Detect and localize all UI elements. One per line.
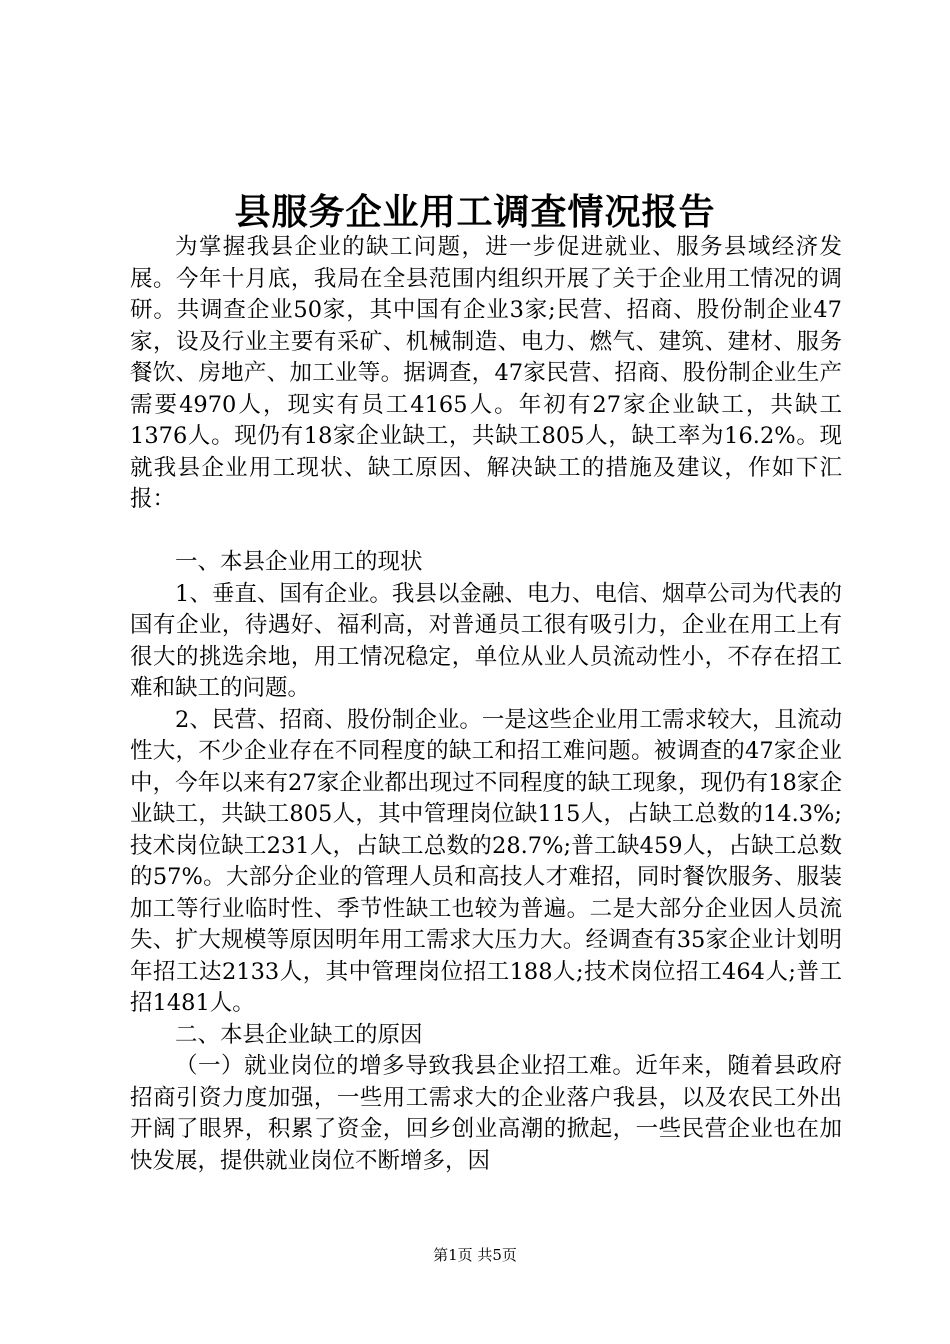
paragraph-reason-1: （一）就业岗位的增多导致我县企业招工难。近年来，随着县政府招商引资力度加强，一些用工需求大的企业落户我县，以及农民工外出开阔了眼界，积累了资金，回乡创业高潮的掀起，一些民营企业也在加快发展，提供就业岗位不断增多，因 xyxy=(130,1053,842,1174)
section-heading-1: 一、本县企业用工的现状 xyxy=(175,549,423,575)
document-body xyxy=(130,232,842,1177)
paragraph-gap xyxy=(130,516,842,548)
paragraph-private: 2、民营、招商、股份制企业。一是这些企业用工需求较大，且流动性大，不少企业存在不同程度的缺工和招工难问题。被调查的47家企业中，今年以来有27家企业都出现过不同程度的缺工现象，现仍有18家企业缺工，共缺工805人，其中管理岗位缺115人，占缺工总数的14.3%;技术岗位缺工231人，占缺工总数的28.7%;普工缺459人，占缺工总数的57%。大部分企业的管理人员和高技人才难招，同时餐饮服务、服装加工等行业临时性、季节性缺工也较为普遍。二是大部分企业因人员流失、扩大规模等原因明年用工需求大压力大。经调查有35家企业计划明年招工达2133人，其中管理岗位招工188人;技术岗位招工464人;普工招1481人。 xyxy=(130,706,842,1016)
paragraph-state-owned: 1、垂直、国有企业。我县以金融、电力、电信、烟草公司为代表的国有企业，待遇好、福利高，对普通员工很有吸引力，企业在用工上有很大的挑选余地，用工情况稳定，单位从业人员流动性小，不存在招工难和缺工的问题。 xyxy=(130,580,842,701)
section-heading-2: 二、本县企业缺工的原因 xyxy=(175,1021,423,1048)
document-title: 县服务企业用工调查情况报告 xyxy=(234,191,716,233)
intro-paragraph: 为掌握我县企业的缺工问题，进一步促进就业、服务县域经济发展。今年十月底，我局在全县范围内组织开展了关于企业用工情况的调研。共调查企业50家，其中国有企业3家;民营、招商、股份制企业47家，设及行业主要有采矿、机械制造、电力、燃气、建筑、建材、服务餐饮、房地产、加工业等。据调查，47家民营、招商、股份制企业生产需要4970人，现实有员工4165人。年初有27家企业缺工，共缺工1376人。现仍有18家企业缺工，共缺工805人，缺工率为16.2%。现就我县企业用工现状、缺工原因、解决缺工的措施及建议，作如下汇报： xyxy=(130,234,842,512)
page-footer: 第1页 共5页 xyxy=(433,1246,517,1264)
